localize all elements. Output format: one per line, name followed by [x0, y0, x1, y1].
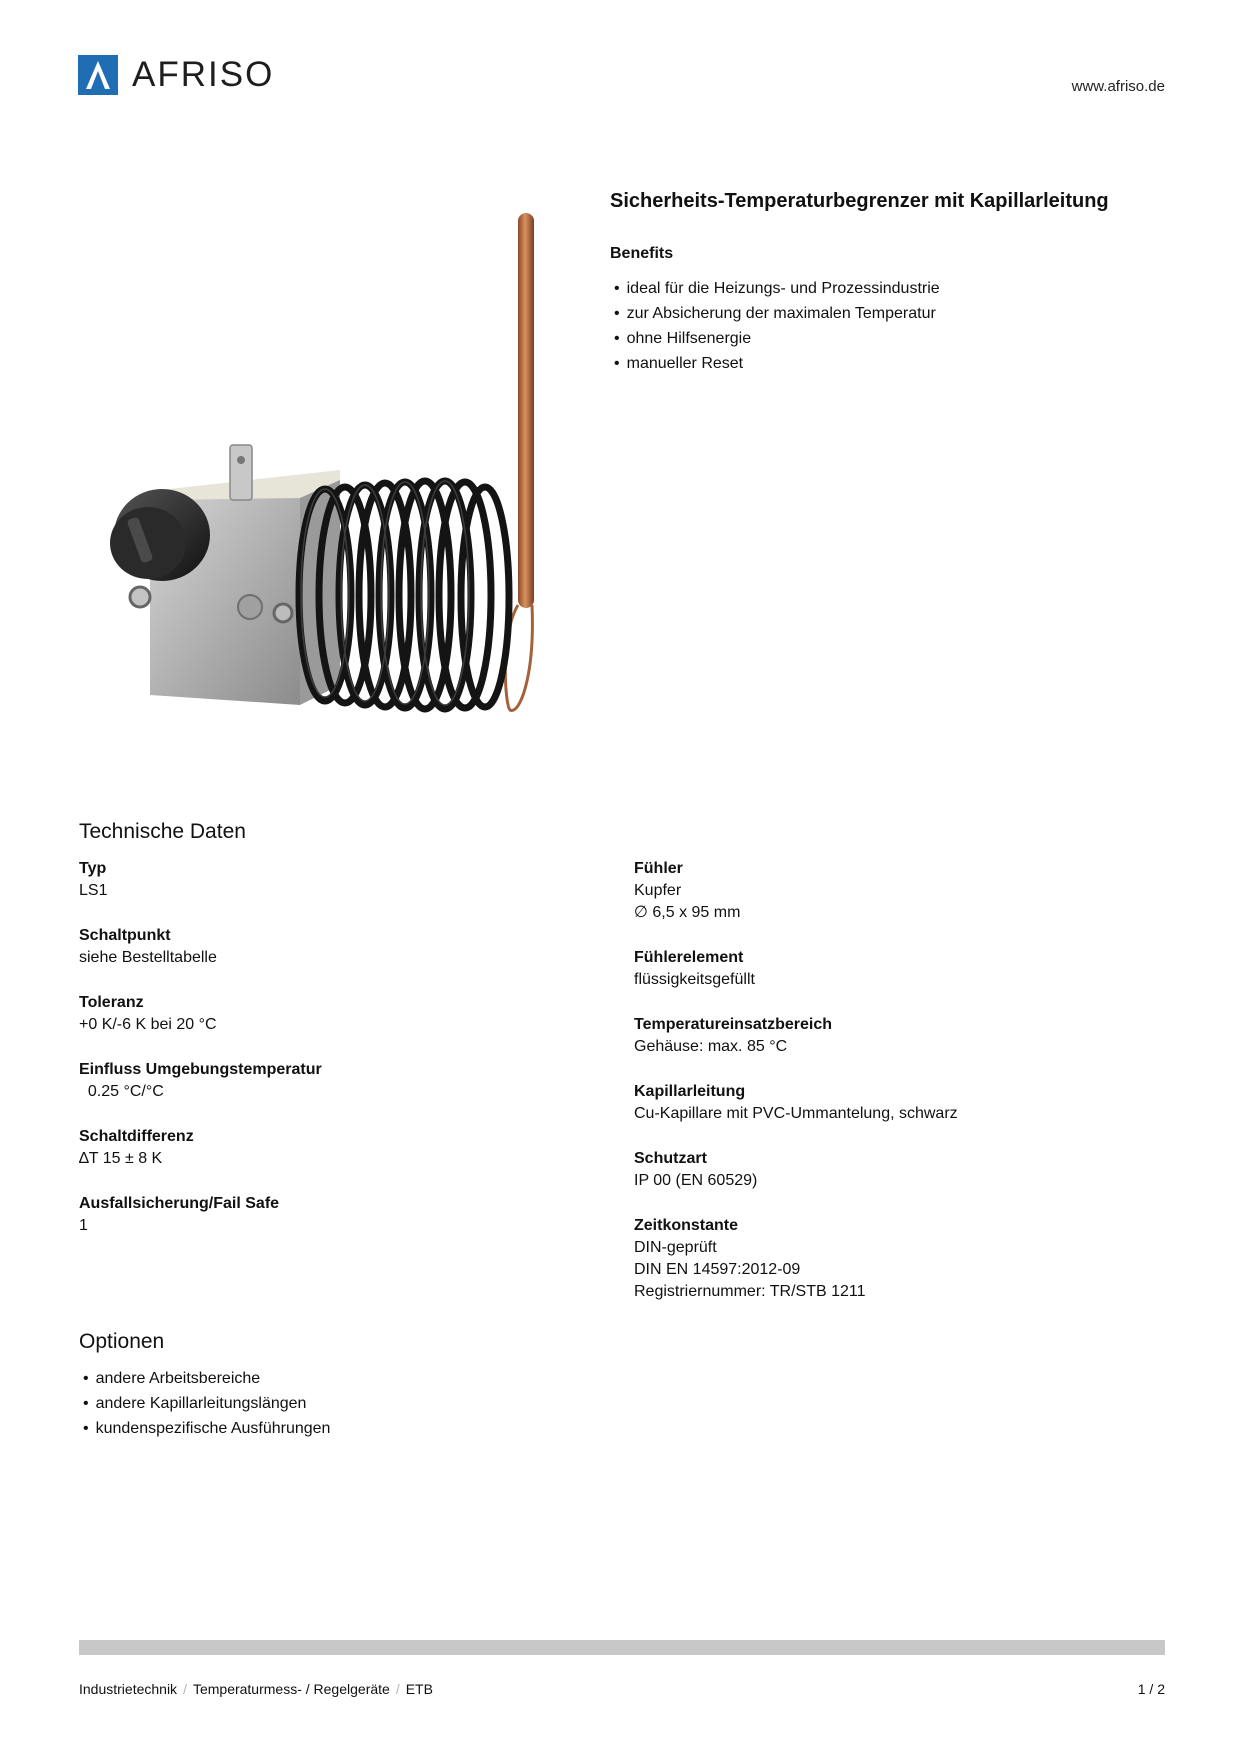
spec-value: flüssigkeitsgefüllt	[634, 971, 755, 988]
product-title: Sicherheits-Temperaturbegrenzer mit Kapillarleitung	[610, 190, 1109, 212]
spec-label: Fühlerelement	[634, 949, 744, 966]
spec-label: Ausfallsicherung/Fail Safe	[79, 1195, 280, 1212]
benefit-item: • ohne Hilfsenergie	[614, 326, 940, 351]
spec-value: +0 K/-6 K bei 20 °C	[79, 1016, 217, 1033]
breadcrumb-industrietechnik[interactable]: Industrietechnik	[79, 1681, 178, 1697]
spec-value: DIN EN 14597:2012-09	[634, 1261, 801, 1278]
spec-protection-class	[634, 1148, 1154, 1192]
afriso-logo-icon	[78, 55, 118, 95]
spec-column-right	[634, 858, 1154, 1326]
spec-value: Registriernummer: TR/STB 1211	[634, 1283, 866, 1300]
page-number: 1 / 2	[1137, 1681, 1165, 1697]
spec-label: Schaltpunkt	[79, 927, 171, 944]
breadcrumb-separator: /	[395, 1681, 400, 1697]
spec-value: 1	[79, 1217, 88, 1234]
spec-capillary	[634, 1081, 1154, 1125]
footer-divider	[79, 1640, 1165, 1655]
spec-value: 0.25 °C/°C	[79, 1083, 164, 1100]
spec-type	[79, 858, 599, 902]
benefit-item: • zur Absicherung der maximalen Temperatur	[614, 301, 940, 326]
spec-value: Gehäuse: max. 85 °C	[634, 1038, 788, 1055]
breadcrumb-etb[interactable]: ETB	[405, 1681, 433, 1697]
option-item: • andere Kapillarleitungslängen	[83, 1391, 330, 1416]
spec-fail-safe	[79, 1193, 599, 1237]
spec-label: Fühler	[634, 860, 683, 877]
spec-label: Toleranz	[79, 994, 144, 1011]
benefits-heading: Benefits	[610, 245, 674, 262]
options-list	[83, 1366, 330, 1441]
spec-switching-differential	[79, 1126, 599, 1170]
spec-tolerance	[79, 992, 599, 1036]
spec-switch-point	[79, 925, 599, 969]
spec-value: Kupfer	[634, 882, 682, 899]
spec-value: Cu-Kapillare mit PVC-Ummantelung, schwarz	[634, 1105, 958, 1122]
option-item: • kundenspezifische Ausführungen	[83, 1416, 330, 1441]
spec-label: Kapillarleitung	[634, 1083, 746, 1100]
spec-temperature-range	[634, 1014, 1154, 1058]
spec-column-left	[79, 858, 599, 1260]
spec-value: ∅ 6,5 x 95 mm	[634, 904, 741, 921]
spec-sensor	[634, 858, 1154, 924]
spec-label: Einfluss Umgebungstemperatur	[79, 1061, 322, 1078]
technical-data-heading: Technische Daten	[79, 820, 246, 843]
spec-value: siehe Bestelltabelle	[79, 949, 217, 966]
website-link[interactable]: www.afriso.de	[1071, 78, 1165, 95]
spec-label: Zeitkonstante	[634, 1217, 739, 1234]
spec-time-constant	[634, 1215, 1154, 1303]
spec-value: LS1	[79, 882, 108, 899]
spec-value: IP 00 (EN 60529)	[634, 1172, 758, 1189]
breadcrumb	[79, 1681, 433, 1697]
option-item: • andere Arbeitsbereiche	[83, 1366, 330, 1391]
brand-name: AFRISO	[132, 55, 275, 94]
benefits-list	[614, 276, 940, 376]
spec-label: Typ	[79, 860, 107, 877]
spec-ambient-influence	[79, 1059, 599, 1103]
benefit-item: • ideal für die Heizungs- und Prozessindustrie	[614, 276, 940, 301]
spec-label: Schutzart	[634, 1150, 707, 1167]
benefit-item: • manueller Reset	[614, 351, 940, 376]
spec-value: DIN-geprüft	[634, 1239, 717, 1256]
breadcrumb-temperaturmess[interactable]: Temperaturmess- / Regelgeräte	[192, 1681, 390, 1697]
thermostat-with-capillary-image	[100, 205, 560, 725]
breadcrumb-separator: /	[183, 1681, 187, 1697]
spec-label: Temperatureinsatzbereich	[634, 1016, 832, 1033]
spec-sensor-element	[634, 947, 1154, 991]
spec-value: ∆T 15 ± 8 K	[79, 1150, 163, 1167]
spec-label: Schaltdifferenz	[79, 1128, 194, 1145]
options-heading: Optionen	[79, 1330, 165, 1353]
brand-logo[interactable]	[78, 55, 274, 95]
